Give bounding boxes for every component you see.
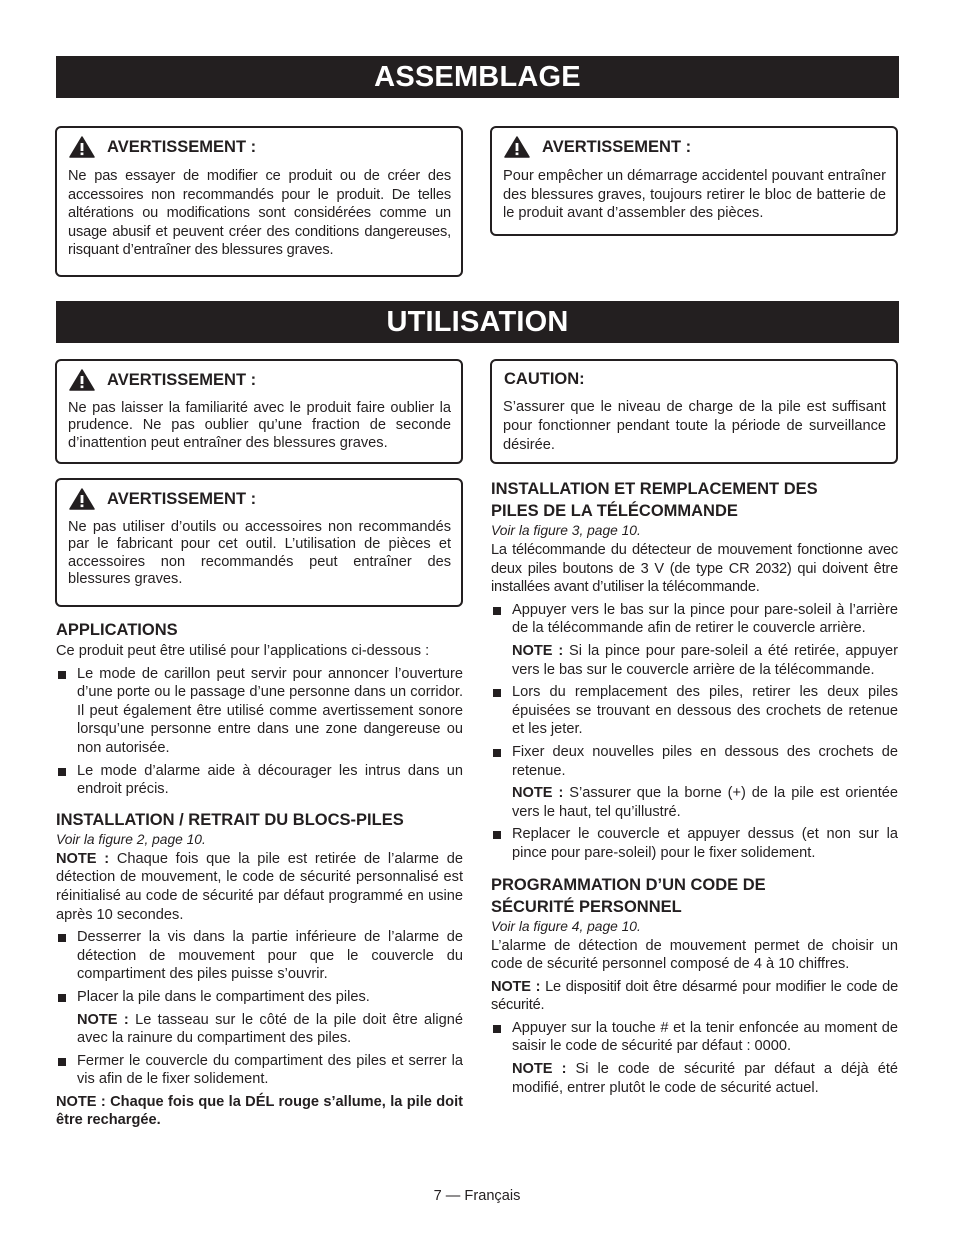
warning-header (69, 136, 451, 158)
utilisation-warning-box-2 (55, 478, 463, 607)
page-footer: 7 — Français (433, 1188, 521, 1204)
caution-heading: CAUTION: (504, 370, 585, 388)
remote-intro: La télécommande du détecteur de mouvement fonctionne avec deux piles boutons de 3 V (de type CR 2032) qui doivent être installées avant d’utiliser la télécommande. (491, 542, 898, 596)
code-heading: PROGRAMMATION D’UN CODE DE SÉCURITÉ PERSONNEL (491, 875, 766, 916)
remote-figure-ref: Voir la figure 3, page 10. (491, 523, 641, 538)
assemblage-banner: ASSEMBLAGE (56, 56, 899, 98)
applications-list (56, 665, 463, 799)
bullet-square-icon (493, 689, 501, 697)
warning-triangle-icon (504, 136, 530, 158)
remote-item-note: NOTE : Si la pince pour pare-soleil a été retirée, appuyer vers le bas sur le couvercle arrière de la télécommande. (512, 642, 898, 678)
code-list (491, 1019, 898, 1056)
caution-text: S’assurer que le niveau de charge de la pile est suffisant pour fonctionner pendant toute la période de surveillance désirée. (503, 399, 886, 453)
assemblage-warning-box-1 (55, 126, 463, 277)
list-item: Appuyer sur la touche # et la tenir enfoncée au moment de saisir le code de sécurité par défaut : 0000. (491, 1019, 898, 1056)
warning-header (504, 136, 886, 158)
remote-list-final (491, 825, 898, 862)
warning-text: Pour empêcher un démarrage accidentel pouvant entraîner des blessures graves, toujours retirer le bloc de batterie de le produit avant d’assembler des pièces. (503, 168, 886, 222)
assemblage-warning-box-2 (490, 126, 898, 236)
applications-intro: Ce produit peut être utilisé pour l’applications ci-dessous : (56, 643, 430, 659)
bullet-square-icon (58, 768, 66, 776)
warning-text: Ne pas essayer de modifier ce produit ou de créer des accessoires non recommandés pour le produit. De telles altérations ou modifications sont considérées comme un usage abusif et peuvent créer des conditions dangereuses, risquant d’entraîner des blessures graves. (68, 168, 451, 259)
bullet-square-icon (58, 934, 66, 942)
bullet-square-icon (493, 607, 501, 615)
list-item: Le mode de carillon peut servir pour annoncer l’ouverture d’une porte ou le passage d’une personne dans un corridor. Il peut également être utilisé comme avertissement sonore lorsqu’une personne entre dans une zone dangereuse ou non autorisée. (56, 665, 463, 758)
left-column (56, 619, 463, 1130)
warning-triangle-icon (69, 136, 95, 158)
batteries-heading: INSTALLATION / RETRAIT DU BLOCS-PILES (56, 810, 404, 829)
batteries-figure-ref: Voir la figure 2, page 10. (56, 831, 206, 847)
batteries-list (56, 928, 463, 1006)
batteries-final-note: NOTE : Chaque fois que la DÉL rouge s’allume, la pile doit être rechargée. (56, 1093, 463, 1129)
warning-text: Ne pas laisser la familiarité avec le produit faire oublier la prudence. Ne pas oublier qu’une fraction de seconde d’inattention peut entraîner des blessures graves. (68, 400, 451, 451)
warning-heading: AVERTISSEMENT : (107, 138, 257, 156)
caution-box (490, 359, 898, 464)
list-item: Placer la pile dans le compartiment des piles. (56, 988, 463, 1007)
remote-heading: INSTALLATION ET REMPLACEMENT DES PILES DE LA TÉLÉCOMMANDE (491, 480, 818, 520)
batteries-list-continued (56, 1052, 463, 1089)
right-column (491, 478, 898, 1097)
batteries-item-note: NOTE : Le tasseau sur le côté de la pile doit être aligné avec la rainure du compartiment des piles. (77, 1011, 463, 1047)
applications-heading: APPLICATIONS (56, 621, 178, 639)
remote-item3-note: NOTE : S’assurer que la borne (+) de la pile est orientée vers le haut, tel qu’illustré. (512, 785, 898, 820)
warning-heading: AVERTISSEMENT : (107, 490, 257, 508)
bullet-square-icon (58, 1058, 66, 1066)
warning-text: Ne pas utiliser d’outils ou accessoires non recommandés par le fabricant pour cet outil. L’utilisation de pièces et accessoires non recommandés peut entraîner des blessures graves. (68, 519, 451, 588)
list-item: Appuyer vers le bas sur la pince pour pare-soleil à l’arrière de la télécommande afin de retirer le couvercle arrière. (491, 601, 898, 638)
warning-heading: AVERTISSEMENT : (542, 138, 692, 156)
list-item: Lors du remplacement des piles, retirer les deux piles épuisées se trouvant en dessous des crochets de retenue et les jeter. (491, 683, 898, 739)
remote-list (491, 601, 898, 638)
warning-triangle-icon (69, 488, 95, 510)
bullet-square-icon (493, 831, 501, 839)
bullet-square-icon (58, 994, 66, 1002)
bullet-square-icon (493, 1025, 501, 1033)
bullet-square-icon (493, 749, 501, 757)
code-intro: L’alarme de détection de mouvement permet de choisir un code de sécurité personnel composé de 4 à 10 chiffres. (491, 937, 898, 973)
warning-triangle-icon (69, 369, 95, 391)
bullet-square-icon (58, 671, 66, 679)
warning-header (69, 488, 451, 510)
remote-list-continued (491, 683, 898, 780)
list-item: Desserrer la vis dans la partie inférieure de l’alarme de détection de mouvement pour que le couvercle du compartiment des piles puisse s’ouvrir. (56, 928, 463, 984)
list-item: Fermer le couvercle du compartiment des piles et serrer la vis afin de le fixer solidement. (56, 1052, 463, 1089)
utilisation-warning-box-1 (55, 359, 463, 464)
code-item-note: NOTE : Si le code de sécurité par défaut a déjà été modifié, entrer plutôt le code de sécurité actuel. (512, 1061, 898, 1096)
code-figure-ref: Voir la figure 4, page 10. (491, 918, 641, 934)
list-item: Replacer le couvercle et appuyer dessus (et non sur la pince pour pare-soleil) pour le fixer solidement. (491, 825, 898, 862)
warning-header (69, 369, 451, 391)
list-item: Fixer deux nouvelles piles en dessous des crochets de retenue. (491, 743, 898, 780)
warning-heading: AVERTISSEMENT : (107, 371, 257, 389)
batteries-note: NOTE : Chaque fois que la pile est retirée de l’alarme de détection de mouvement, le code de sécurité personnalisé est réinitialisé au code de sécurité par défaut programmé en usine après 10 secondes. (56, 850, 463, 923)
utilisation-banner: UTILISATION (56, 301, 899, 343)
code-note: NOTE : Le dispositif doit être désarmé pour modifier le code de sécurité. (491, 978, 898, 1014)
list-item: Le mode d’alarme aide à décourager les intrus dans un endroit précis. (56, 762, 463, 799)
